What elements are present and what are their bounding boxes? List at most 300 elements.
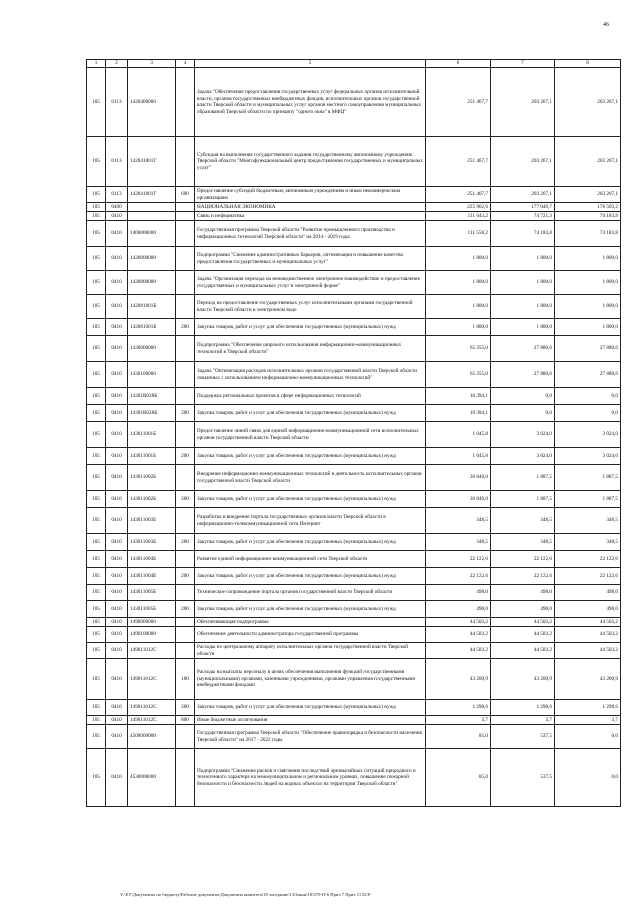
chapter-code-cell: 105 — [87, 551, 106, 568]
description-cell: Техническое сопровождение портала органов государственной власти Тверской области — [195, 585, 426, 601]
amount-2018-cell: 1 800,0 — [491, 247, 555, 271]
amount-2018-cell: 203 267,1 — [491, 187, 555, 203]
amount-2019-cell: 3,7 — [555, 716, 621, 725]
amount-2018-cell: 3 024,0 — [491, 448, 555, 465]
expense-type-code-cell — [176, 422, 195, 448]
amount-2018-cell: 537,5 — [491, 749, 555, 807]
section-code-cell: 0410 — [106, 336, 128, 362]
description-cell: Обеспечивающая подпрограмма — [195, 618, 426, 627]
amount-2017-cell: 1 800,0 — [426, 247, 491, 271]
description-cell: Закупка товаров, работ и услуг для обеспечения государственных (муниципальных) нужд — [195, 700, 426, 716]
amount-2018-cell: 27 880,6 — [491, 362, 555, 388]
expense-type-code-cell: 200 — [176, 491, 195, 508]
section-code-cell: 0410 — [106, 551, 128, 568]
section-code-cell: 0410 — [106, 319, 128, 336]
amount-2017-cell: 111 643,2 — [426, 212, 491, 221]
table-row — [87, 534, 621, 551]
target-article-code-cell: 143011005Б — [128, 585, 176, 601]
chapter-code-cell: 105 — [87, 448, 106, 465]
description-cell: Закупка товаров, работ и услуг для обеспечения государственных (муниципальных) нужд — [195, 405, 426, 422]
amount-2017-cell: 251 467,7 — [426, 187, 491, 203]
section-code-cell: 0410 — [106, 601, 128, 618]
amount-2017-cell: 65 255,0 — [426, 336, 491, 362]
expense-type-code-cell — [176, 203, 195, 212]
section-code-cell: 0410 — [106, 585, 128, 601]
amount-2018-cell: 22 122,6 — [491, 568, 555, 585]
table-row — [87, 465, 621, 491]
amount-2019-cell: 0,0 — [555, 725, 621, 749]
description-cell: Закупка товаров, работ и услуг для обеспечения государственных (муниципальных) нужд — [195, 319, 426, 336]
expense-type-code-cell: 200 — [176, 319, 195, 336]
target-article-code-cell: 1490000000 — [128, 618, 176, 627]
budget-table — [86, 59, 621, 807]
amount-2019-cell: 1 887,5 — [555, 465, 621, 491]
section-code-cell: 0410 — [106, 749, 128, 807]
table-row — [87, 187, 621, 203]
amount-2018-cell: 348,5 — [491, 534, 555, 551]
amount-2019-cell: 203 267,1 — [555, 68, 621, 137]
amount-2018-cell: 348,5 — [491, 508, 555, 534]
chapter-code-cell: 105 — [87, 319, 106, 336]
amount-2019-cell: 74 183,8 — [555, 221, 621, 247]
target-article-code-cell: 143011002Б — [128, 465, 176, 491]
chapter-code-cell: 105 — [87, 203, 106, 212]
amount-2017-cell: 65 255,0 — [426, 362, 491, 388]
target-article-code-cell: 149011012С — [128, 643, 176, 659]
amount-2019-cell: 43 200,9 — [555, 659, 621, 700]
amount-2017-cell: 498,0 — [426, 585, 491, 601]
amount-2018-cell: 43 200,9 — [491, 659, 555, 700]
expense-type-code-cell — [176, 362, 195, 388]
expense-type-code-cell — [176, 627, 195, 643]
amount-2019-cell: 1 298,6 — [555, 700, 621, 716]
table-row — [87, 659, 621, 700]
chapter-code-cell: 105 — [87, 422, 106, 448]
table-row — [87, 362, 621, 388]
amount-2017-cell: 22 122,6 — [426, 551, 491, 568]
description-cell: Разработка и внедрение портала государственных органов власти Тверской области в информационно-телекоммуникационной сети Интернет — [195, 508, 426, 534]
amount-2019-cell: 1 800,0 — [555, 271, 621, 295]
amount-2018-cell: 1 887,5 — [491, 491, 555, 508]
expense-type-code-cell — [176, 465, 195, 491]
section-code-cell: 0113 — [106, 137, 128, 187]
expense-type-code-cell: 600 — [176, 187, 195, 203]
chapter-code-cell: 105 — [87, 336, 106, 362]
expense-type-code-cell — [176, 551, 195, 568]
expense-type-code-cell — [176, 749, 195, 807]
section-code-cell: 0410 — [106, 491, 128, 508]
table-row — [87, 508, 621, 534]
amount-2018-cell: 1 800,0 — [491, 271, 555, 295]
expense-type-code-cell — [176, 643, 195, 659]
amount-2019-cell: 44 503,2 — [555, 643, 621, 659]
expense-type-code-cell — [176, 212, 195, 221]
target-article-code-cell — [128, 212, 176, 221]
table-row — [87, 422, 621, 448]
description-cell: Закупка товаров, работ и услуг для обеспечения государственных (муниципальных) нужд — [195, 534, 426, 551]
table-row — [87, 568, 621, 585]
amount-2019-cell: 44 503,2 — [555, 618, 621, 627]
header-cell: 8 — [555, 60, 621, 68]
chapter-code-cell: 105 — [87, 388, 106, 405]
target-article-code-cell: 1420000000 — [128, 247, 176, 271]
amount-2017-cell: 1 800,0 — [426, 295, 491, 319]
amount-2019-cell: 27 880,6 — [555, 336, 621, 362]
description-cell: Обеспечение деятельности администратора государственной программы — [195, 627, 426, 643]
amount-2019-cell: 44 503,2 — [555, 627, 621, 643]
description-cell: Расходы на выплаты персоналу в целях обеспечения выполнения функций государственными (муниципальными) органами, казенными учреждениями, органами управления государственными внебюджетными фондами — [195, 659, 426, 700]
amount-2017-cell: 251 467,7 — [426, 68, 491, 137]
amount-2019-cell: 3 024,0 — [555, 448, 621, 465]
amount-2019-cell: 203 267,1 — [555, 137, 621, 187]
table-row — [87, 271, 621, 295]
table-row — [87, 221, 621, 247]
expense-type-code-cell — [176, 221, 195, 247]
expense-type-code-cell: 800 — [176, 716, 195, 725]
table-row — [87, 137, 621, 187]
description-cell: Подпрограмма "Снижение рисков и смягчение последствий чрезвычайных ситуаций природного и техногенного характера на межмуниципальном и региональном уровнях, повышение пожарной безопасности и безопасности людей на водных объектах на территории Тверской области" — [195, 749, 426, 807]
table-row — [87, 585, 621, 601]
amount-2019-cell: 74 183,8 — [555, 212, 621, 221]
amount-2018-cell: 44 503,2 — [491, 627, 555, 643]
section-code-cell: 0410 — [106, 362, 128, 388]
amount-2018-cell: 27 880,6 — [491, 336, 555, 362]
amount-2018-cell: 203 267,1 — [491, 137, 555, 187]
section-code-cell: 0410 — [106, 295, 128, 319]
target-article-code-cell: 1430100000 — [128, 362, 176, 388]
amount-2019-cell: 498,0 — [555, 601, 621, 618]
expense-type-code-cell: 200 — [176, 700, 195, 716]
chapter-code-cell: 105 — [87, 618, 106, 627]
amount-2019-cell: 22 122,6 — [555, 551, 621, 568]
amount-2018-cell: 498,0 — [491, 585, 555, 601]
expense-type-code-cell: 200 — [176, 601, 195, 618]
chapter-code-cell: 105 — [87, 362, 106, 388]
section-code-cell: 0410 — [106, 422, 128, 448]
target-article-code-cell — [128, 203, 176, 212]
amount-2019-cell: 498,0 — [555, 585, 621, 601]
target-article-code-cell: 149011012С — [128, 716, 176, 725]
chapter-code-cell: 105 — [87, 212, 106, 221]
table-row — [87, 700, 621, 716]
chapter-code-cell: 105 — [87, 534, 106, 551]
expense-type-code-cell: 200 — [176, 405, 195, 422]
table-row — [87, 336, 621, 362]
section-code-cell: 0113 — [106, 187, 128, 203]
target-article-code-cell: 149011012С — [128, 700, 176, 716]
expense-type-code-cell: 100 — [176, 659, 195, 700]
description-cell: Субсидия на выполнение государственного задания государственному автономному учреждению Тверской области "Многофункциональный центр предоставления государственных и муниципальных услуг" — [195, 137, 426, 187]
section-code-cell: 0410 — [106, 465, 128, 491]
page-number: 46 — [603, 22, 609, 28]
description-cell: НАЦИОНАЛЬНАЯ ЭКОНОМИКА — [195, 203, 426, 212]
chapter-code-cell: 105 — [87, 627, 106, 643]
description-cell: Задача "Оптимизация расходов исполнительных органов государственной власти Тверской области связанных с использованием информационно-коммуникационных технологий" — [195, 362, 426, 388]
amount-2017-cell: 111 558,2 — [426, 221, 491, 247]
amount-2017-cell: 1 045,8 — [426, 448, 491, 465]
amount-2018-cell: 22 122,6 — [491, 551, 555, 568]
section-code-cell: 0400 — [106, 203, 128, 212]
section-code-cell: 0113 — [106, 68, 128, 137]
description-cell: Задача "Обеспечение предоставления государственных услуг федеральных органов исполнительной власти, органов государственных внебюджетных фондов, исполнительных органов государственной власти Тверской области и муниципальных услуг органов местного самоуправления муниципальных образований Тверской области по принципу "одного окна" в МФЦ" — [195, 68, 426, 137]
chapter-code-cell: 105 — [87, 700, 106, 716]
amount-2019-cell: 0,0 — [555, 405, 621, 422]
expense-type-code-cell — [176, 271, 195, 295]
amount-2017-cell: 10 394,1 — [426, 388, 491, 405]
expense-type-code-cell — [176, 336, 195, 362]
section-code-cell: 0410 — [106, 534, 128, 551]
chapter-code-cell: 105 — [87, 271, 106, 295]
amount-2018-cell: 0,0 — [491, 388, 555, 405]
target-article-code-cell: 1420400000 — [128, 68, 176, 137]
target-article-code-cell: 14301R028Б — [128, 388, 176, 405]
amount-2019-cell: 348,5 — [555, 534, 621, 551]
table-row — [87, 601, 621, 618]
amount-2018-cell: 3 024,0 — [491, 422, 555, 448]
description-cell: Подпрограмма "Снижение административных барьеров, оптимизация и повышение качества предоставления государственных и муниципальных услуг" — [195, 247, 426, 271]
chapter-code-cell: 105 — [87, 601, 106, 618]
table-row — [87, 247, 621, 271]
table-row — [87, 203, 621, 212]
amount-2017-cell: 44 503,2 — [426, 627, 491, 643]
expense-type-code-cell — [176, 388, 195, 405]
target-article-code-cell: 142041001Г — [128, 137, 176, 187]
amount-2019-cell: 0,0 — [555, 388, 621, 405]
amount-2017-cell: 44 503,2 — [426, 643, 491, 659]
amount-2019-cell: 1 887,5 — [555, 491, 621, 508]
chapter-code-cell: 105 — [87, 643, 106, 659]
amount-2017-cell: 1 298,6 — [426, 700, 491, 716]
amount-2017-cell: 22 122,6 — [426, 568, 491, 585]
expense-type-code-cell: 200 — [176, 568, 195, 585]
header-cell: 1 — [87, 60, 106, 68]
description-cell: Внедрение информационно-коммуникационных технологий в деятельность исполнительных органов государственной власти Тверской области — [195, 465, 426, 491]
chapter-code-cell: 105 — [87, 659, 106, 700]
target-article-code-cell: 1420800000 — [128, 271, 176, 295]
chapter-code-cell: 105 — [87, 491, 106, 508]
target-article-code-cell: 1400000000 — [128, 221, 176, 247]
amount-2017-cell: 348,5 — [426, 508, 491, 534]
expense-type-code-cell — [176, 725, 195, 749]
section-code-cell: 0410 — [106, 643, 128, 659]
table-row — [87, 68, 621, 137]
amount-2018-cell: 1 887,5 — [491, 465, 555, 491]
description-cell: Переход на предоставление государственных услуг исполнительными органами государственной власти Тверской области в электронном виде — [195, 295, 426, 319]
header-cell: 4 — [176, 60, 195, 68]
amount-2018-cell: 74 183,8 — [491, 221, 555, 247]
amount-2017-cell: 1 800,0 — [426, 271, 491, 295]
target-article-code-cell: 142081001Б — [128, 319, 176, 336]
description-cell: Закупка товаров, работ и услуг для обеспечения государственных (муниципальных) нужд — [195, 568, 426, 585]
chapter-code-cell: 105 — [87, 405, 106, 422]
target-article-code-cell: 143011003Б — [128, 534, 176, 551]
target-article-code-cell: 143011004Б — [128, 551, 176, 568]
target-article-code-cell: 1430000000 — [128, 336, 176, 362]
target-article-code-cell: 143011003Б — [128, 508, 176, 534]
header-cell: 7 — [491, 60, 555, 68]
description-cell: Предоставление субсидий бюджетным, автономным учреждениям и иным некоммерческим организациям — [195, 187, 426, 203]
amount-2019-cell: 3 024,0 — [555, 422, 621, 448]
target-article-code-cell: 1490100000 — [128, 627, 176, 643]
amount-2018-cell: 44 503,2 — [491, 618, 555, 627]
amount-2017-cell: 10 394,1 — [426, 405, 491, 422]
amount-2017-cell: 85,0 — [426, 749, 491, 807]
amount-2018-cell: 203 267,1 — [491, 68, 555, 137]
chapter-code-cell: 105 — [87, 187, 106, 203]
expense-type-code-cell — [176, 68, 195, 137]
table-row — [87, 448, 621, 465]
amount-2017-cell: 44 503,2 — [426, 618, 491, 627]
chapter-code-cell: 105 — [87, 68, 106, 137]
table-row — [87, 618, 621, 627]
amount-2018-cell: 1 298,6 — [491, 700, 555, 716]
amount-2017-cell: 348,5 — [426, 534, 491, 551]
table-row — [87, 725, 621, 749]
description-cell: Государственная программа Тверской области "Обеспечение правопорядка и безопасности населения Тверской области" на 2017 - 2022 годы — [195, 725, 426, 749]
description-cell: Задача "Организация перехода на межведомственное электронное взаимодействие и предоставление государственных и муниципальных услуг в электронной форме" — [195, 271, 426, 295]
amount-2017-cell: 30 846,0 — [426, 465, 491, 491]
section-code-cell: 0410 — [106, 716, 128, 725]
description-cell: Иные бюджетные ассигнования — [195, 716, 426, 725]
amount-2017-cell: 43 200,9 — [426, 659, 491, 700]
amount-2018-cell: 1 800,0 — [491, 295, 555, 319]
table-row — [87, 551, 621, 568]
amount-2017-cell: 85,0 — [426, 725, 491, 749]
description-cell: Расходы по центральному аппарату исполнительных органов государственной власти Тверской области — [195, 643, 426, 659]
amount-2018-cell: 44 503,2 — [491, 643, 555, 659]
table-row — [87, 643, 621, 659]
amount-2019-cell: 27 880,6 — [555, 362, 621, 388]
section-code-cell: 0410 — [106, 221, 128, 247]
amount-2018-cell: 177 040,7 — [491, 203, 555, 212]
table-row — [87, 749, 621, 807]
target-article-code-cell: 143011002Б — [128, 491, 176, 508]
section-code-cell: 0410 — [106, 725, 128, 749]
table-row — [87, 388, 621, 405]
description-cell: Закупка товаров, работ и услуг для обеспечения государственных (муниципальных) нужд — [195, 601, 426, 618]
chapter-code-cell: 105 — [87, 295, 106, 319]
table-row — [87, 405, 621, 422]
amount-2017-cell: 225 962,6 — [426, 203, 491, 212]
description-cell: Развитие единой информационно-коммуникационной сети Тверской области — [195, 551, 426, 568]
description-cell: Закупка товаров, работ и услуг для обеспечения государственных (муниципальных) нужд — [195, 491, 426, 508]
section-code-cell: 0410 — [106, 618, 128, 627]
chapter-code-cell: 105 — [87, 247, 106, 271]
chapter-code-cell: 105 — [87, 725, 106, 749]
description-cell: Закупка товаров, работ и услуг для обеспечения государственных (муниципальных) нужд — [195, 448, 426, 465]
chapter-code-cell: 105 — [87, 137, 106, 187]
description-cell: Государственная программа Тверской области "Развитие промышленного производства и информационных технологий Тверской области" на 2014 - 2019 годы — [195, 221, 426, 247]
table-row — [87, 716, 621, 725]
amount-2018-cell: 3,7 — [491, 716, 555, 725]
expense-type-code-cell: 200 — [176, 448, 195, 465]
expense-type-code-cell — [176, 508, 195, 534]
chapter-code-cell: 105 — [87, 716, 106, 725]
amount-2017-cell: 3,7 — [426, 716, 491, 725]
header-cell: 6 — [426, 60, 491, 68]
target-article-code-cell: 14301R028Б — [128, 405, 176, 422]
expense-type-code-cell: 200 — [176, 534, 195, 551]
header-row — [87, 60, 621, 68]
target-article-code-cell: 143011001Б — [128, 422, 176, 448]
amount-2019-cell: 203 267,1 — [555, 187, 621, 203]
table-row — [87, 319, 621, 336]
section-code-cell: 0410 — [106, 508, 128, 534]
section-code-cell: 0410 — [106, 212, 128, 221]
chapter-code-cell: 105 — [87, 465, 106, 491]
amount-2019-cell: 1 800,0 — [555, 295, 621, 319]
target-article-code-cell: 4500000000 — [128, 725, 176, 749]
header-cell: 3 — [128, 60, 176, 68]
chapter-code-cell: 105 — [87, 568, 106, 585]
section-code-cell: 0410 — [106, 448, 128, 465]
section-code-cell: 0410 — [106, 659, 128, 700]
amount-2019-cell: 0,0 — [555, 749, 621, 807]
amount-2017-cell: 251 467,7 — [426, 137, 491, 187]
expense-type-code-cell — [176, 137, 195, 187]
amount-2019-cell: 348,5 — [555, 508, 621, 534]
target-article-code-cell: 143011001Б — [128, 448, 176, 465]
section-code-cell: 0410 — [106, 700, 128, 716]
section-code-cell: 0410 — [106, 627, 128, 643]
amount-2019-cell: 176 503,2 — [555, 203, 621, 212]
table-row — [87, 627, 621, 643]
amount-2019-cell: 1 800,0 — [555, 247, 621, 271]
amount-2018-cell: 74 721,3 — [491, 212, 555, 221]
table-row — [87, 212, 621, 221]
section-code-cell: 0410 — [106, 388, 128, 405]
amount-2018-cell: 498,0 — [491, 601, 555, 618]
amount-2019-cell: 22 122,6 — [555, 568, 621, 585]
target-article-code-cell: 149011012С — [128, 659, 176, 700]
target-article-code-cell: 4530000000 — [128, 749, 176, 807]
description-cell: Предоставление линий связи для единой информационно-коммуникационной сети исполнительных органов государственной власти Тверской области — [195, 422, 426, 448]
section-code-cell: 0410 — [106, 568, 128, 585]
header-cell: 2 — [106, 60, 128, 68]
target-article-code-cell: 142041001Г — [128, 187, 176, 203]
file-path-footer: V:\ЕУ\Документы по бюджету\Рабочие документы\Документы комитета\18 заседание\13\Закон\18\379-П-6 Прил 7 Прил 11 БСР — [120, 892, 371, 897]
expense-type-code-cell — [176, 247, 195, 271]
description-cell: Связь и информатика — [195, 212, 426, 221]
chapter-code-cell: 105 — [87, 585, 106, 601]
table-row — [87, 295, 621, 319]
target-article-code-cell: 142081001Б — [128, 295, 176, 319]
section-code-cell: 0410 — [106, 271, 128, 295]
section-code-cell: 0410 — [106, 247, 128, 271]
expense-type-code-cell — [176, 585, 195, 601]
amount-2017-cell: 1 045,8 — [426, 422, 491, 448]
description-cell: Поддержка региональных проектов в сфере информационных технологий — [195, 388, 426, 405]
description-cell: Подпрограмма "Обеспечение широкого использования информационно-коммуникационных технологий в Тверской области" — [195, 336, 426, 362]
amount-2019-cell: 1 800,0 — [555, 319, 621, 336]
target-article-code-cell: 143011004Б — [128, 568, 176, 585]
amount-2018-cell: 0,0 — [491, 405, 555, 422]
table-row — [87, 491, 621, 508]
chapter-code-cell: 105 — [87, 221, 106, 247]
amount-2017-cell: 1 800,0 — [426, 319, 491, 336]
amount-2018-cell: 537,5 — [491, 725, 555, 749]
expense-type-code-cell — [176, 618, 195, 627]
header-cell: 5 — [195, 60, 426, 68]
target-article-code-cell: 143011005Б — [128, 601, 176, 618]
amount-2018-cell: 1 800,0 — [491, 319, 555, 336]
chapter-code-cell: 105 — [87, 508, 106, 534]
expense-type-code-cell — [176, 295, 195, 319]
amount-2017-cell: 498,0 — [426, 601, 491, 618]
section-code-cell: 0410 — [106, 405, 128, 422]
chapter-code-cell: 105 — [87, 749, 106, 807]
amount-2017-cell: 30 846,0 — [426, 491, 491, 508]
